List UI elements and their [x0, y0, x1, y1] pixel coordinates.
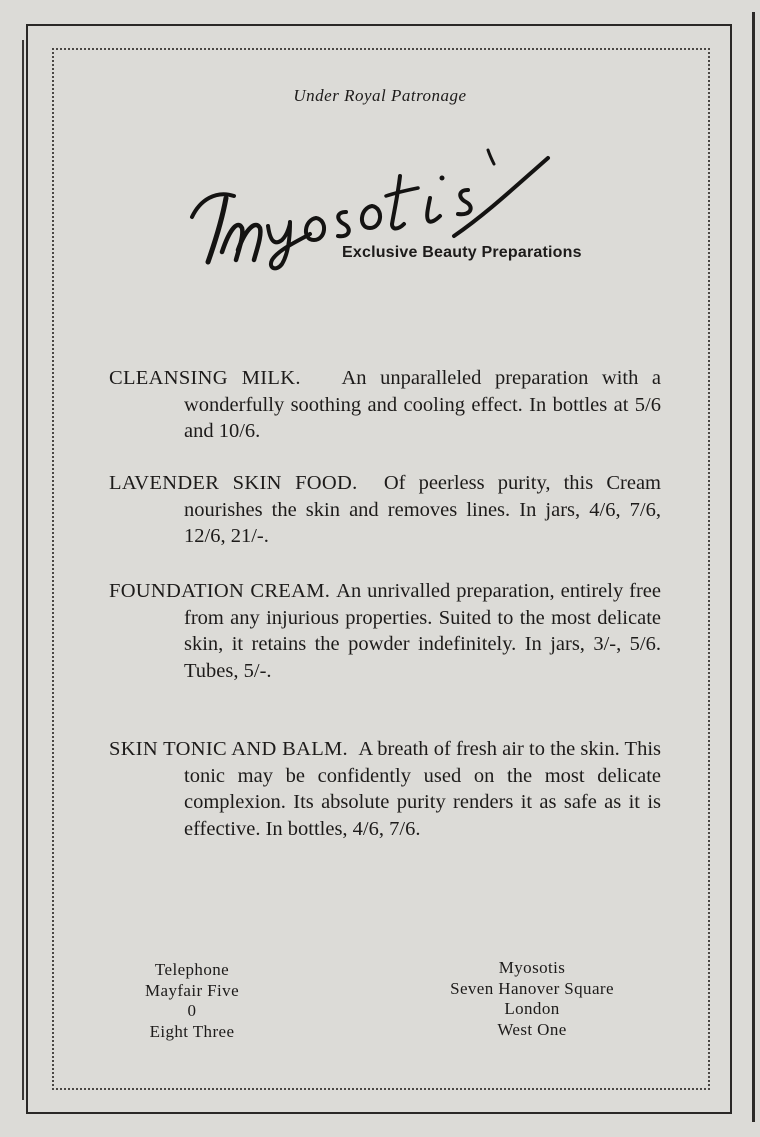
right-edge-rule — [752, 12, 755, 1122]
address-street: Seven Hanover Square — [450, 978, 614, 998]
address-district: West One — [497, 1019, 567, 1039]
brand-tagline: Exclusive Beauty Preparations — [342, 244, 582, 261]
address-name: Myosotis — [498, 958, 566, 977]
left-edge-rule — [22, 40, 24, 1100]
product-name: SKIN TONIC AND BALM. — [109, 738, 348, 760]
product-entry-foundation-cream — [109, 578, 661, 684]
product-description: A breath of fresh air to the skin. This tonic may be confidently used on the most delicate complexion. Its absolute purity renders it as safe as it is effective. In bottles, 4/6, 7/6. — [184, 738, 661, 840]
product-entry-lavender-skin-food — [109, 470, 661, 550]
product-name: FOUNDATION CREAM. — [109, 580, 331, 602]
product-description: An unrivalled preparation, entirely free from any injurious properties. Suited to the most delicate skin, it retains the powder indefinitely. In jars, 3/-, 5/6. Tubes, 5/-. — [184, 580, 662, 682]
product-name: CLEANSING MILK. — [109, 367, 301, 389]
telephone-block — [110, 960, 274, 1042]
telephone-digit: 0 — [187, 1001, 197, 1020]
product-entry-cleansing-milk — [109, 365, 661, 445]
telephone-label: Telephone — [154, 960, 230, 979]
product-name: LAVENDER SKIN FOOD. — [109, 472, 358, 494]
telephone-number: Eight Three — [149, 1021, 235, 1041]
product-description: An unparalleled preparation with a wonderfully soothing and cooling effect. In bottles at 5/6 and 10/6. — [184, 367, 662, 442]
telephone-exchange: Mayfair Five — [144, 980, 240, 1000]
address-block — [412, 958, 652, 1040]
product-description: Of peerless purity, this Cream nourishes the skin and removes lines. In jars, 4/6, 7/6, 12/6, 21/-. — [184, 472, 661, 547]
address-city: London — [504, 999, 560, 1018]
royal-patronage-line: Under Royal Patronage — [293, 86, 467, 105]
product-entry-skin-tonic-and-balm — [109, 736, 661, 842]
